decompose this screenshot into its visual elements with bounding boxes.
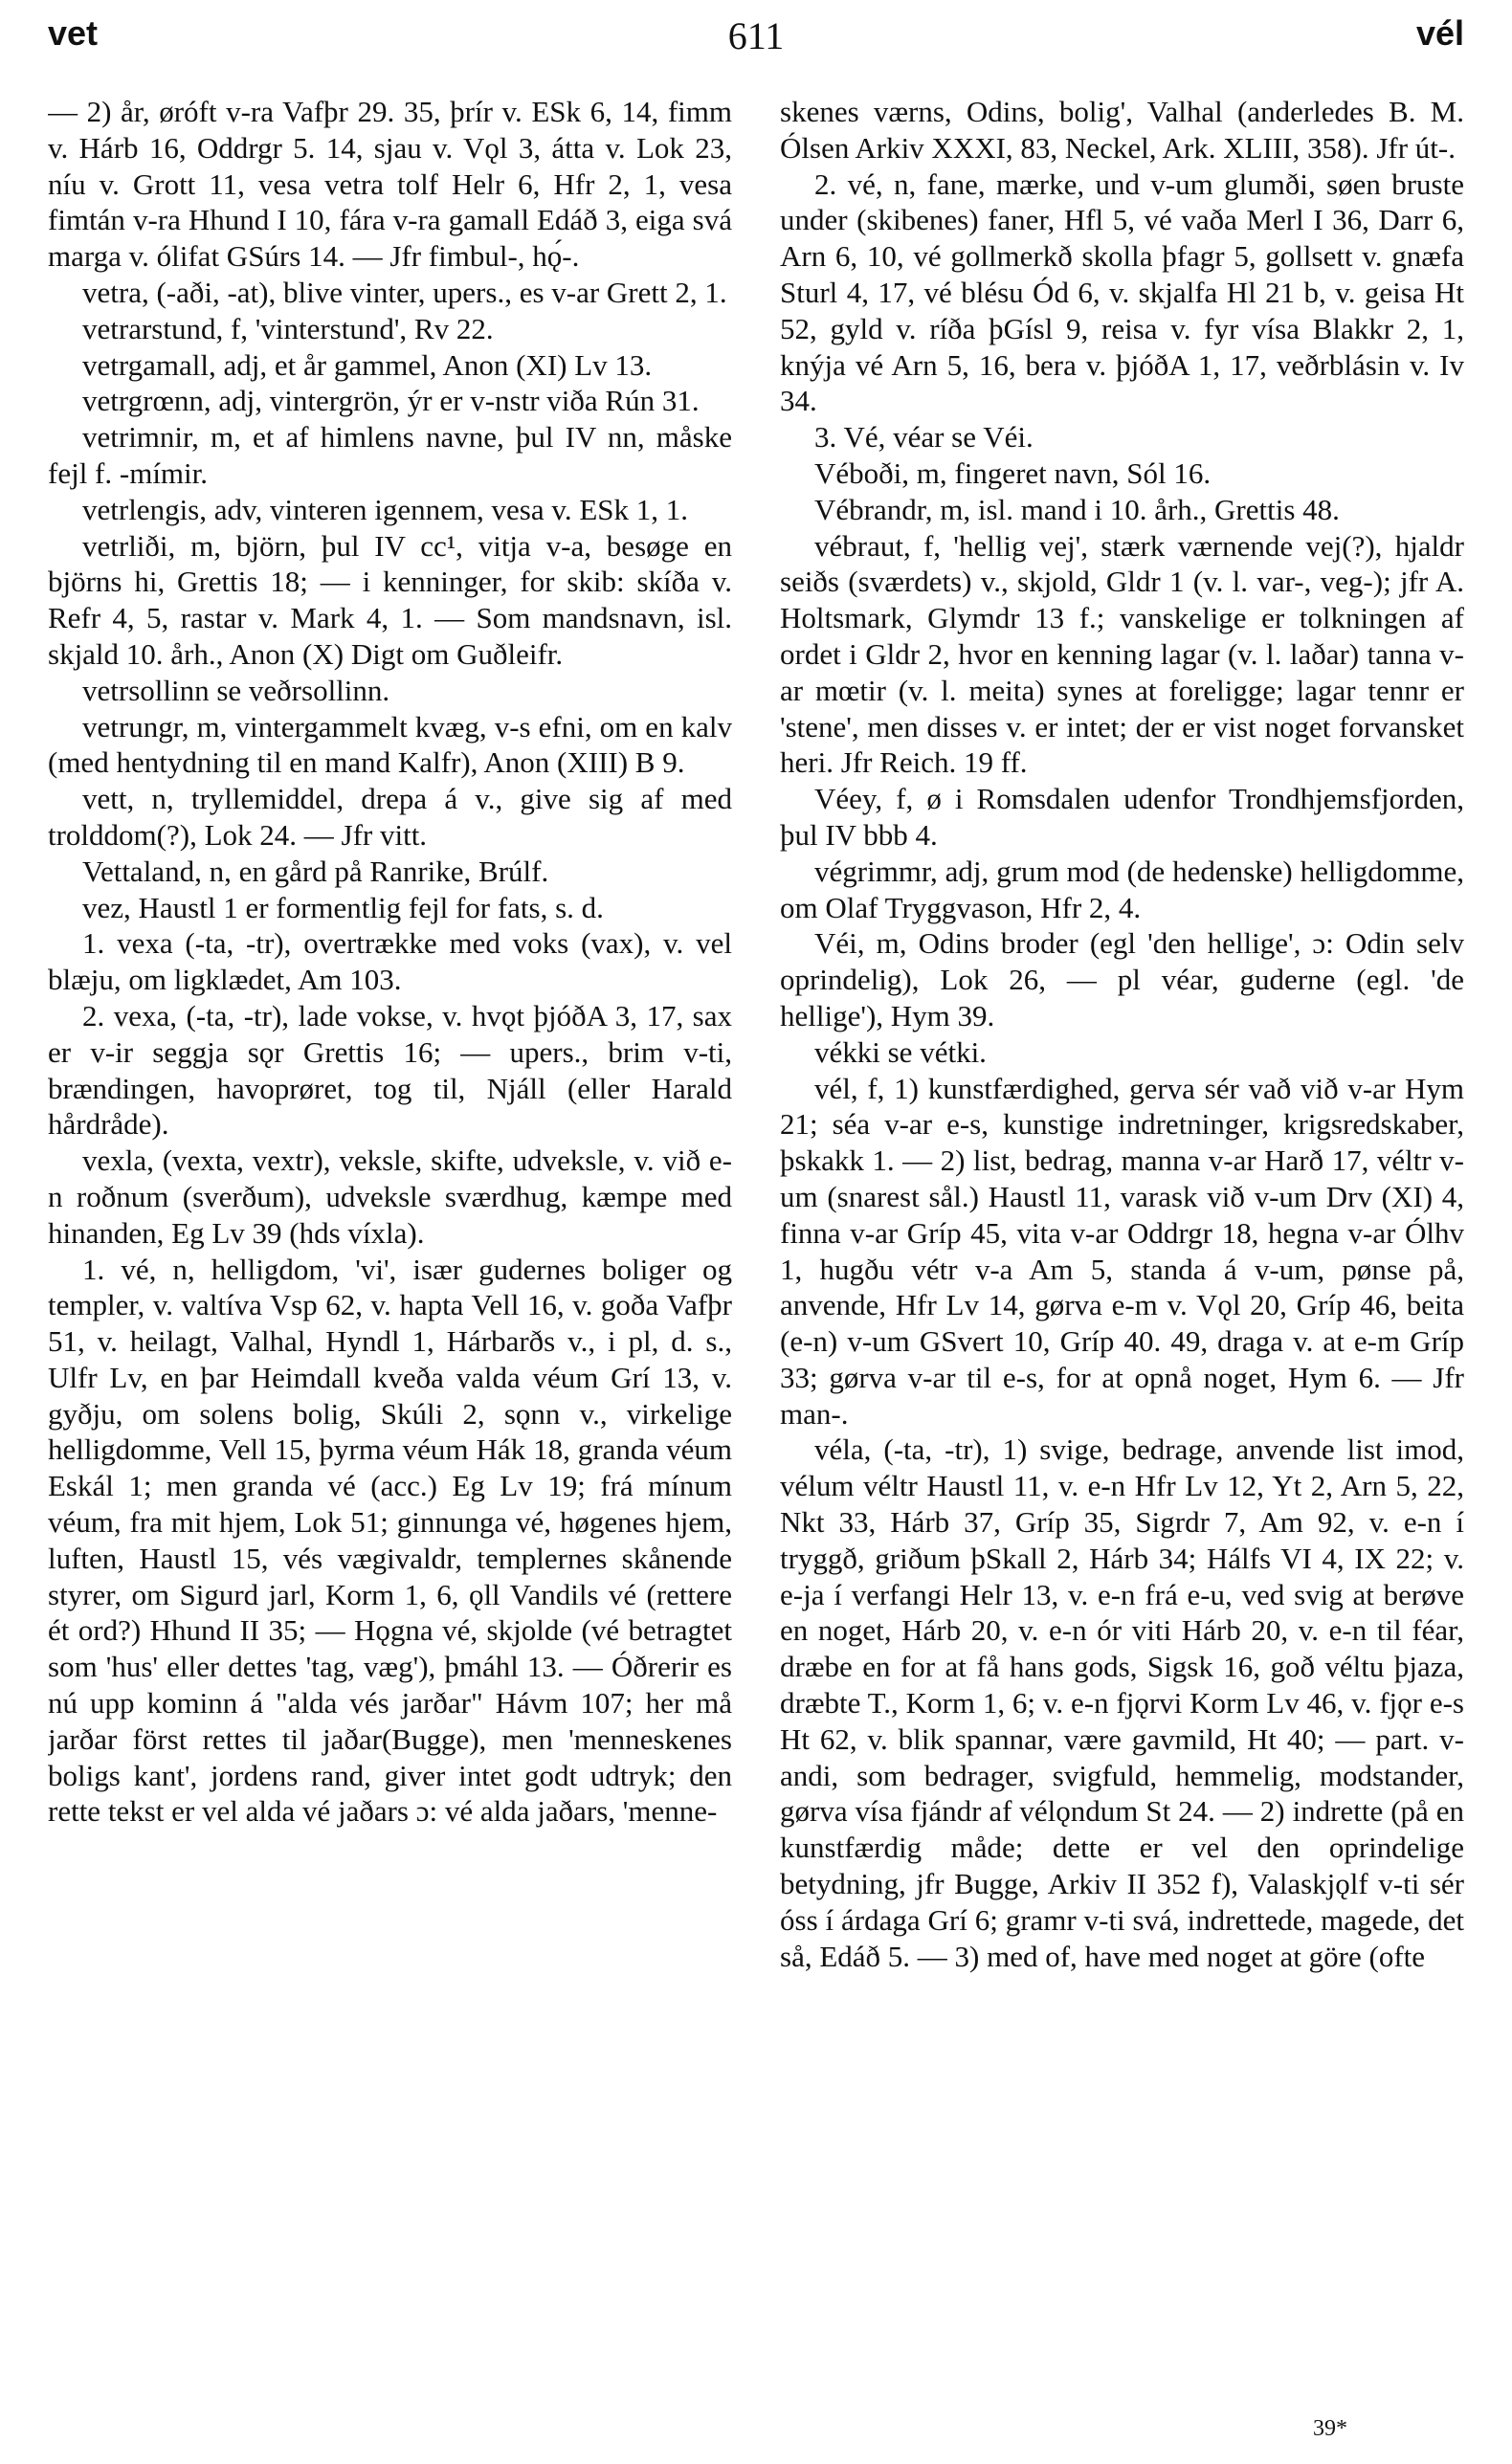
dictionary-entry: vetrungr, m, vintergammelt kvæg, v-s efni, om en kalv (med hentydning til en mand Kalfr), Anon (XIII) B 9. [48,709,732,780]
dictionary-entry: Véboði, m, fingeret navn, Sól 16. [814,455,1212,490]
dictionary-entry: vébraut, f, 'hellig vej', stærk værnende vej(?), hjaldr seiðs (sværdets) v., skjold, Gldr 1 (v. l. var-, veg-); jfr A. Holtsmark, Glymdr 13 f.; vanskelige er tolkningen af ordet i Gldr 2, hvor en kenning lagar (v. l. laðar) tanna v-ar mœtir (v. l. meita) synes at foreligge; lagar tennr er 'stene', men disses v. er intet; der er vist noget forvansket heri. Jfr Reich. 19 ff. [780,528,1464,780]
dictionary-entry: skenes værns, Odins, bolig', Valhal (anderledes B. M. Ólsen Arkiv XXXI, 83, Neckel, Ark. XLIII, 358). Jfr út-. [780,95,1464,165]
dictionary-entry: 2. vé, n, fane, mærke, und v-um glumði, søen bruste under (skibenes) faner, Hfl 5, vé vaða Merl I 36, Darr 6, Arn 6, 10, vé gollmerkð skolla þfagr 5, gollsett v. gnæfa Sturl 4, 17, vé blésu Ód 6, v. skjalfa Hl 21 b, v. geisa Ht 52, gyld v. ríða þGísl 9, reisa v. fyr vísa Blakkr 2, 1, knýja vé Arn 5, 16, bera v. þjóðA 1, 17, veðrblásin v. Iv 34. [780,166,1464,418]
dictionary-entry: vél, f, 1) kunstfærdighed, gerva sér vað við v-ar Hym 21; séa v-ar e-s, kunstige indretninger, krigsredskaber, þskakk 1. — 2) list, bedrag, manna v-ar Harð 17, véltr v-um (snarest sål.) Haustl 11, varask við v-um Drv (XI) 4, finna v-ar Gríp 45, vita v-ar Oddrgr 18, hegna v-ar Ólhv 1, hugðu vétr v-a Am 5, standa á v-um, pønse på, anvende, Hfr Lv 14, gørva e-m v. Vǫl 20, Gríp 46, beita (e-n) v-um GSvert 10, Gríp 40. 49, draga v. at e-m Gríp 33; gørva v-ar til e-s, for at opnå noget, Hym 6. — Jfr man-. [780,1071,1464,1431]
dictionary-entry: vetrgamall, adj, et år gammel, Anon (XI) Lv 13. [82,347,653,382]
dictionary-entry: — 2) år, øróft v-ra Vafþr 29. 35, þrír v. ESk 6, 14, fimm v. Hárb 16, Oddrgr 5. 14, sjau v. Vǫl 3, átta v. Lok 23, níu v. Grott 11, vesa vetra tolf Helr 6, Hfr 2, 1, vesa fimtán v-ra Hhund I 10, fára v-ra gamall Edáð 3, eiga svá marga v. ólifat GSúrs 14. — Jfr fimbul-, hǫ́-. [48,95,732,274]
dictionary-entry: vetra, (-aði, -at), blive vinter, upers., es v-ar Grett 2, 1. [82,275,727,309]
dictionary-entry: vékki se vétki. [814,1034,987,1069]
dictionary-entry: vexla, (vexta, vextr), veksle, skifte, udveksle, v. við e-n roðnum (sverðum), udveksle sværdhug, kæmpe med hinanden, Eg Lv 39 (hds víxla). [48,1143,732,1250]
dictionary-entry: 1. vé, n, helligdom, 'vi', især gudernes boliger og templer, v. valtíva Vsp 62, v. hapta Vell 16, v. goða Vafþr 51, v. heilagt, Valhal, Hyndl 1, Hárbarðs v., i pl, d. s., Ulfr Lv, en þar Heimdall kveða valda véum Grí 13, v. gyðju, om solens bolig, Skúli 2, sǫnn v., virkelige helligdomme, Vell 15, þyrma véum Hák 18, granda véum Eskál 1; men granda vé (acc.) Eg Lv 19; frá mínum véum, fra mit hjem, Lok 51; ginnunga vé, høgenes hjem, luften, Haustl 15, vés vægivaldr, templernes skånende styrer, om Sigurd jarl, Korm 1, 6, ǫll Vandils vé (rettere ét ord?) Hhund II 35; — Hǫgna vé, skjolde (vé betragtet som 'hus' eller dettes 'tag, væg'), þmáhl 13. — Óðrerir es nú upp kominn á "alda vés jarðar" Hávm 107; her må jarðar först rettes til jaðar(Bugge), men 'menneskenes boligs kant', jordens rand, giver intet godt udtryk; den rette tekst er vel alda vé jaðars ɔ: vé alda jaðars, 'menne- [48,1252,732,1829]
dictionary-entry: Véey, f, ø i Romsdalen udenfor Trondhjemsfjorden, þul IV bbb 4. [780,782,1464,852]
page-header [0,13,1512,75]
dictionary-entry: vetrliði, m, björn, þul IV cc¹, vitja v-a, besøge en björns hi, Grettis 18; — i kenninger, for skib: skíða v. Refr 4, 5, rastar v. Mark 4, 1. — Som mandsnavn, isl. skjald 10. årh., Anon (X) Digt om Guðleifr. [48,528,732,671]
dictionary-entry: vetrarstund, f, 'vinterstund', Rv 22. [82,311,494,345]
dictionary-entry: 3. Vé, véar se Véi. [814,420,1034,455]
dictionary-entry: vetrsollinn se veðrsollinn. [82,673,390,707]
right-column [780,94,1464,2390]
dictionary-entry: Vébrandr, m, isl. mand i 10. årh., Grettis 48. [814,492,1340,526]
dictionary-entry: végrimmr, adj, grum mod (de hedenske) helligdomme, om Olaf Tryggvason, Hfr 2, 4. [780,854,1464,924]
dictionary-entry: 2. vexa, (-ta, -tr), lade vokse, v. hvǫt þjóðA 3, 17, sax er v-ir seggja sǫr Grettis 16; — upers., brim v-ti, brændingen, havoprøret, tog til, Njáll (eller Harald hårdråde). [48,998,732,1142]
left-column [48,94,732,2390]
dictionary-entry: Véi, m, Odins broder (egl 'den hellige', ɔ: Odin selv oprindelig), Lok 26, — pl véar, guderne (egl. 'de hellige'), Hym 39. [780,926,1464,1032]
dictionary-entry: Vettaland, n, en gård på Ranrike, Brúlf. [82,854,549,888]
signature-mark: 39* [1313,2416,1347,2441]
dictionary-entry: véla, (-ta, -tr), 1) svige, bedrage, anvende list imod, vélum véltr Haustl 11, v. e-n Hfr Lv 12, Yt 2, Arn 5, 22, Nkt 33, Hárb 37, Gríp 35, Sigrdr 7, Am 92, v. e-n í tryggð, griðum þSkall 2, Hárb 34; Hálfs VI 4, IX 22; v. e-ja í verfangi Helr 13, v. e-n frá e-u, ved svig at berøve en noget, Hárb 20, v. e-n ór viti Hárb 20, v. e-n til féar, dræbe en for at få hans gods, Sigsk 16, goð véltu þjaza, dræbte T., Korm 1, 6; v. e-n fjǫrvi Korm Lv 46, v. fjǫr e-s Ht 62, v. blik spannar, være gavmild, Ht 40; — part. v-andi, som bedrager, svigfuld, hemmelig, modstander, gørva vísa fjándr af vélǫndum St 24. — 2) indrette (på en kunstfærdig måde; dette er vel den oprindelige betydning, jfr Bugge, Arkiv II 352 f), Valaskjǫlf v-ti sér óss í árdaga Grí 6; gramr v-ti svá, indrettede, magede, det så, Edáð 5. — 3) med of, have med noget at göre (ofte [780,1432,1464,1973]
dictionary-entry: vett, n, tryllemiddel, drepa á v., give sig af med trolddom(?), Lok 24. — Jfr vitt. [48,782,732,852]
page-number: 611 [727,14,785,57]
dictionary-entry: vetrimnir, m, et af himlens navne, þul IV nn, måske fejl f. -mímir. [48,420,732,490]
header-right-keyword: vél [1415,13,1464,53]
dictionary-entry: vez, Haustl 1 er formentlig fejl for fats, s. d. [82,890,604,924]
dictionary-entry: vetrgrœnn, adj, vintergrön, ýr er v-nstr viða Rún 31. [82,384,700,418]
dictionary-entry: vetrlengis, adv, vinteren igennem, vesa v. ESk 1, 1. [82,492,689,526]
dictionary-entry: 1. vexa (-ta, -tr), overtrække med voks (vax), v. vel blæju, om ligklædet, Am 103. [48,926,732,997]
header-left-keyword: vet [48,13,99,53]
